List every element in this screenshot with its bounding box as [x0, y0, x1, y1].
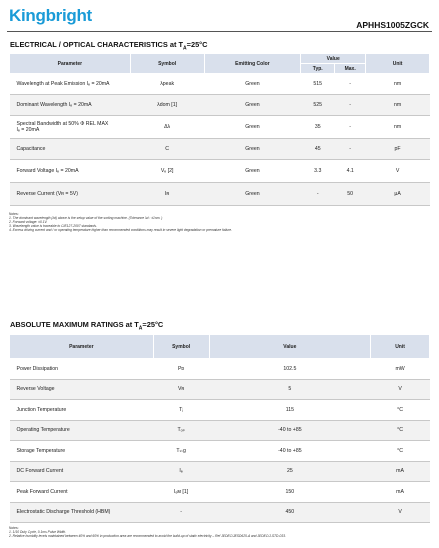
param-cell [10, 116, 131, 139]
value-cell: 25 [209, 461, 371, 482]
table-row [10, 379, 430, 400]
table-row [10, 74, 430, 95]
param-cell: Reverse Current (Vʀ = 5V) [10, 183, 131, 206]
absolute-section-title [10, 320, 163, 331]
col-header-symbol: Symbol [130, 54, 204, 74]
table-row [10, 482, 430, 503]
absolute-title-text: ABSOLUTE MAXIMUM RATINGS at T [10, 320, 139, 329]
col-header-unit: Unit [371, 335, 430, 359]
value-cell: 450 [209, 502, 371, 523]
symbol-cell: Vʀ [153, 379, 209, 400]
symbol-cell: λpeak [130, 74, 204, 95]
unit-cell: μA [366, 183, 430, 206]
typ-cell: 525 [301, 95, 335, 116]
value-cell: -40 to +85 [209, 441, 371, 462]
symbol-cell: Vₑ [2] [130, 160, 204, 183]
param-cell: Reverse Voltage [10, 379, 154, 400]
col-header-max: Max. [335, 64, 366, 74]
max-cell: - [335, 139, 366, 160]
table-row [10, 95, 430, 116]
electrical-title-text: ELECTRICAL / OPTICAL CHARACTERISTICS at T [10, 40, 184, 49]
color-cell: Green [204, 116, 301, 139]
color-cell: Green [204, 74, 301, 95]
col-header-parameter: Parameter [10, 335, 154, 359]
electrical-title-sub: A [183, 45, 187, 52]
table-row [10, 441, 430, 462]
note-line: 1. 1/10 Duty Cycle, 0.1ms Pulse Width. [9, 530, 67, 535]
col-header-unit: Unit [366, 54, 430, 74]
param-cell: Dominant Wavelength Iₑ = 20mA [10, 95, 131, 116]
part-number: APHHS1005ZGCK [356, 20, 429, 30]
unit-cell: V [366, 160, 430, 183]
param-line-1: Spectral Bandwidth at 50% Φ REL MAX [16, 121, 109, 127]
electrical-title-tail: =25°C [186, 40, 208, 49]
param-cell: Capacitance [10, 139, 131, 160]
note-line: 2. Forward voltage: ±0.1V. [9, 220, 48, 225]
param-cell: Junction Temperature [10, 400, 154, 421]
electrical-table [9, 53, 430, 206]
col-header-typ: Typ. [301, 64, 335, 74]
absolute-table [9, 334, 430, 523]
col-header-parameter: Parameter [10, 54, 131, 74]
symbol-cell: Tⱼ [153, 400, 209, 421]
notes-heading: Notes: [9, 526, 19, 530]
symbol-cell: Iʀ [130, 183, 204, 206]
symbol-cell: Δλ [130, 116, 204, 139]
unit-cell: mA [371, 461, 430, 482]
max-cell: 4.1 [335, 160, 366, 183]
symbol-cell: Tₒₚ [153, 420, 209, 441]
note-line: 2. Relative humidity levels maintained between 40% and 60% in production area are recommended to avoid the build-up of static electricity – Ref JEDEC/JESD625-A and JEDEC/J-STD-033. [9, 534, 286, 539]
table-row [10, 502, 430, 523]
note-line: 1. The dominant wavelength (λd) above is the setup value of the sorting machine. (Tolerance λd : ±1nm. ) [9, 216, 163, 221]
value-cell: 5 [209, 379, 371, 400]
unit-cell: mA [371, 482, 430, 503]
electrical-notes [9, 212, 232, 232]
unit-cell: pF [366, 139, 430, 160]
param-line-2: Iₑ = 20mA [16, 127, 40, 133]
symbol-cell: λdom [1] [130, 95, 204, 116]
unit-cell: mW [371, 359, 430, 380]
max-cell: - [335, 116, 366, 139]
max-cell: 50 [335, 183, 366, 206]
table-row [10, 116, 430, 139]
symbol-cell: - [153, 502, 209, 523]
table-row [10, 139, 430, 160]
notes-heading: Notes: [9, 212, 19, 216]
param-cell: Storage Temperature [10, 441, 154, 462]
symbol-cell: C [130, 139, 204, 160]
col-header-value: Value [301, 54, 366, 64]
unit-cell: °C [371, 400, 430, 421]
param-cell: Peak Forward Current [10, 482, 154, 503]
max-cell: - [335, 95, 366, 116]
typ-cell: - [301, 183, 335, 206]
unit-cell: V [371, 502, 430, 523]
param-cell: Power Dissipation [10, 359, 154, 380]
value-cell: -40 to +85 [209, 420, 371, 441]
unit-cell: °C [371, 441, 430, 462]
electrical-section-title [10, 40, 207, 51]
color-cell: Green [204, 139, 301, 160]
absolute-notes [9, 526, 286, 538]
col-header-emitting-color: Emitting Color [204, 54, 301, 74]
symbol-cell: Iₑᴍ [1] [153, 482, 209, 503]
param-cell: Wavelength at Peak Emission Iₑ = 20mA [10, 74, 131, 95]
absolute-title-sub: A [138, 325, 143, 332]
typ-cell: 515 [301, 74, 335, 95]
param-cell: Operating Temperature [10, 420, 154, 441]
value-cell: 115 [209, 400, 371, 421]
value-cell: 150 [209, 482, 371, 503]
symbol-cell: Iₑ [153, 461, 209, 482]
unit-cell: °C [371, 420, 430, 441]
brand-logo: Kingbright [9, 6, 92, 25]
typ-cell: 45 [301, 139, 335, 160]
table-row [10, 160, 430, 183]
unit-cell: nm [366, 116, 430, 139]
color-cell: Green [204, 160, 301, 183]
table-row [10, 183, 430, 206]
note-line: 3. Wavelength value is traceable to CIE127-2007 standards. [9, 224, 97, 229]
typ-cell: 3.3 [301, 160, 335, 183]
table-row [10, 400, 430, 421]
color-cell: Green [204, 95, 301, 116]
symbol-cell: Pᴅ [153, 359, 209, 380]
col-header-symbol: Symbol [153, 335, 209, 359]
col-header-value: Value [209, 335, 371, 359]
value-cell: 102.5 [209, 359, 371, 380]
color-cell: Green [204, 183, 301, 206]
table-row [10, 359, 430, 380]
page-header [0, 0, 439, 34]
param-cell: Forward Voltage Iₑ = 20mA [10, 160, 131, 183]
absolute-title-tail: =25°C [142, 320, 164, 329]
note-line: 4. Excess driving current and / or operating temperature higher than recommended conditions may result in severe light degradation or premature failure. [9, 228, 233, 233]
symbol-cell: Tₛₜg [153, 441, 209, 462]
param-cell: Electrostatic Discharge Threshold (HBM) [10, 502, 154, 523]
unit-cell: nm [366, 74, 430, 95]
max-cell: - [335, 74, 366, 95]
unit-cell: V [371, 379, 430, 400]
table-row [10, 461, 430, 482]
unit-cell: nm [366, 95, 430, 116]
header-divider [7, 31, 432, 32]
param-cell: DC Forward Current [10, 461, 154, 482]
typ-cell: 35 [301, 116, 335, 139]
table-row [10, 420, 430, 441]
